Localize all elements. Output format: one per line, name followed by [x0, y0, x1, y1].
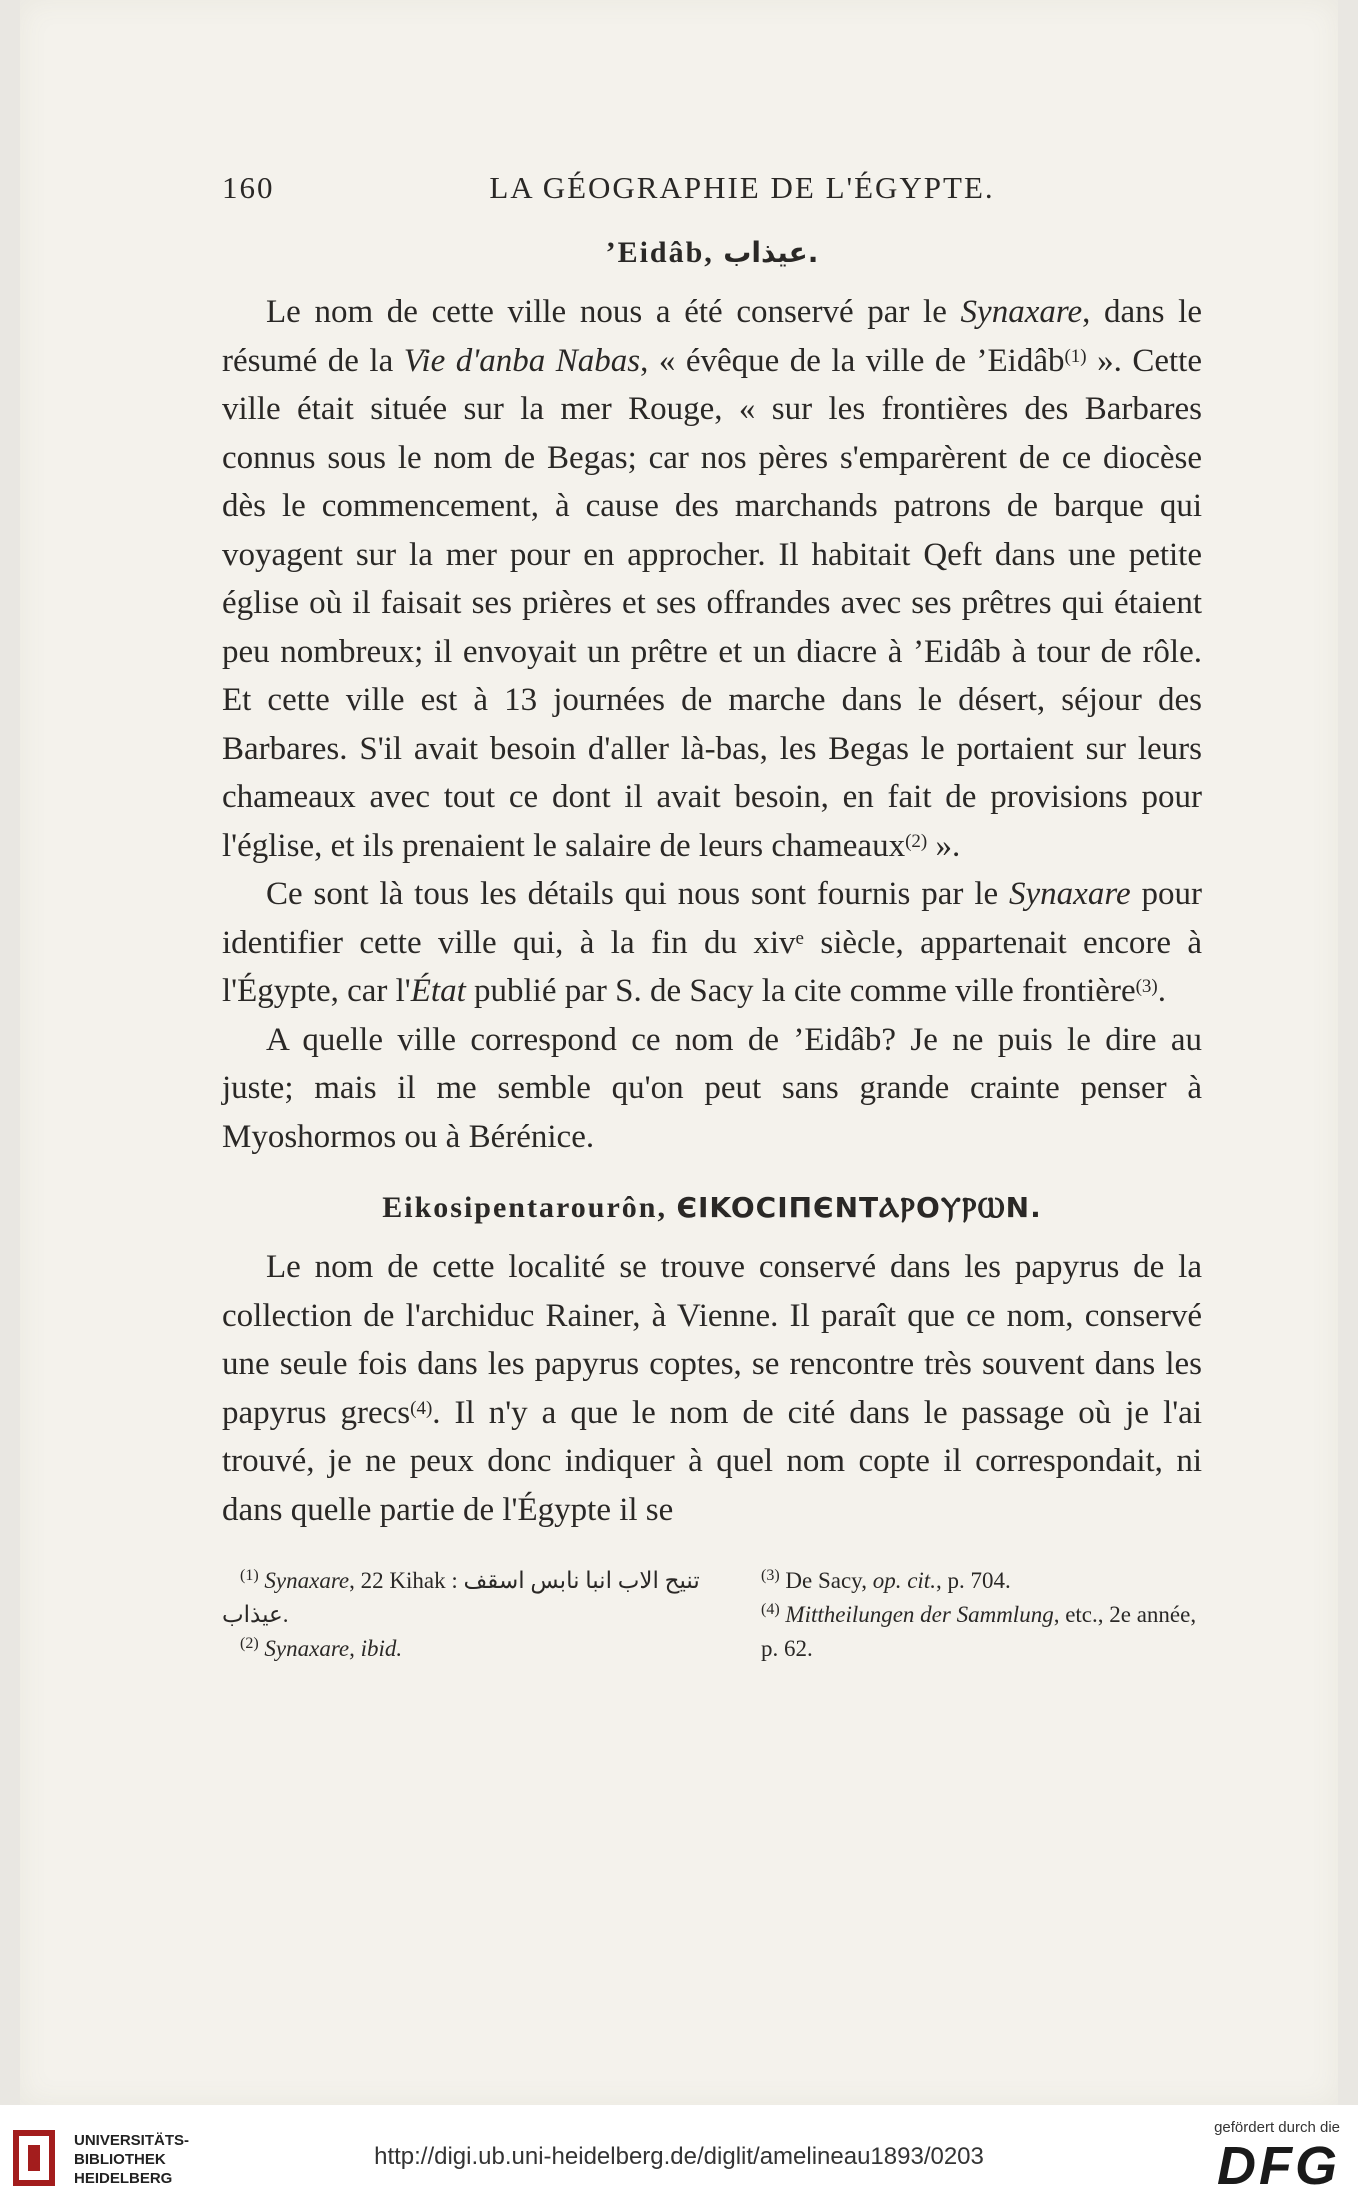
footnotes-right	[761, 1564, 1202, 1666]
note-reference: (4)	[410, 1397, 433, 1419]
text-run: , dans le résumé de la	[222, 294, 1202, 379]
text-run: De Sacy,	[785, 1568, 873, 1593]
running-title: LA GÉOGRAPHIE DE L'ÉGYPTE.	[489, 170, 995, 205]
paragraph	[222, 1243, 1202, 1534]
heading-latin: Eikosipentarourôn,	[382, 1191, 667, 1224]
footnote-text	[264, 1636, 402, 1661]
text-run: , « évêque de la ville de ’Eidâb	[640, 342, 1065, 379]
section-heading-eidab	[222, 230, 1202, 276]
page-number: 160	[222, 170, 275, 205]
text-run: Ce sont là tous les détails qui nous sont fournis par le	[266, 876, 1010, 912]
footnote-text	[785, 1568, 1010, 1593]
footnotes-left	[222, 1564, 712, 1666]
text-run: pour identifier cette ville qui, à la fin du xiv	[222, 876, 1202, 961]
text-run: , etc., 2e année, p. 62.	[761, 1602, 1197, 1661]
text-run: publié par S. de Sacy la cite comme ville frontière	[465, 973, 1136, 1009]
book-page	[20, 0, 1338, 2105]
note-reference: (3)	[1135, 976, 1158, 997]
note-reference: (1)	[1064, 345, 1087, 367]
footnote	[761, 1598, 1202, 1666]
text-run: . Il n'y a que le nom de cité dans le passage où je l'ai trouvé, je ne peux donc indiquer à quel nom copte il correspondait, ni dans quelle partie de l'Égypte il se	[222, 1394, 1202, 1528]
text-run: ».	[927, 827, 961, 864]
text-run: siècle, appartenait encore à l'Égypte, car l'	[222, 924, 1202, 1009]
dfg-logo-icon: DFG	[1217, 2136, 1340, 2196]
sponsor-logo[interactable]	[1190, 2119, 1340, 2204]
italic-text: Vie d'anba Nabas	[403, 342, 641, 379]
sponsor-caption: gefördert durch die	[1214, 2119, 1340, 2136]
footnote	[222, 1564, 712, 1632]
footnote	[222, 1632, 712, 1666]
footnote-text	[761, 1602, 1196, 1661]
paragraph	[222, 288, 1202, 870]
paragraph	[222, 870, 1202, 1016]
permalink-url[interactable]: http://digi.ub.uni-heidelberg.de/diglit/amelineau1893/0203	[374, 2143, 984, 2170]
footnote	[761, 1564, 1202, 1598]
italic-text: op. cit.	[872, 1568, 936, 1593]
footnote-number: (4)	[761, 1601, 780, 1618]
footnote-number: (1)	[240, 1567, 259, 1584]
italic-text: Synaxare	[264, 1568, 350, 1593]
library-line: BIBLIOTHEK	[74, 2151, 166, 2168]
text-run: .	[1157, 973, 1167, 1009]
italic-text: Mittheilungen der Sammlung	[785, 1602, 1054, 1627]
heading-latin: ’Eidâb,	[605, 236, 714, 269]
text-run: , p. 704.	[935, 1568, 1011, 1593]
section-heading-eikosipentarouron	[222, 1185, 1202, 1231]
running-head	[222, 170, 1202, 220]
text-run: Le nom de cette ville nous a été conservé par le	[266, 294, 961, 330]
italic-text: Synaxare, ibid.	[264, 1636, 403, 1661]
note-reference: e	[795, 927, 804, 949]
italic-text: Synaxare	[1009, 876, 1131, 912]
note-reference: (2)	[905, 830, 928, 852]
footnote-number: (3)	[761, 1567, 780, 1584]
paragraph	[222, 1016, 1202, 1162]
text-run: ». Cette ville était située sur la mer Rouge, « sur les frontières des Barbares connus sous le nom de Begas; car nos pères s'emparèrent de ce diocèse dès le commencement, à cause des marchands patrons de barque qui voyagent sur la mer pour en approcher. Il habitait Qeft dans une petite église où il faisait ses prières et ses offrandes avec ses prêtres qui étaient peu nombreux; il envoyait un prêtre et un diacre à ’Eidâb à tour de rôle. Et cette ville est à 13 journées de marche dans le désert, séjour des Barbares. S'il avait besoin d'aller là-bas, les Begas le portaient sur leurs chameaux avec tout ce dont il avait besoin, en fait de provisions pour l'église, et ils prenaient le salaire de leurs chameaux	[222, 342, 1202, 864]
text-run: A quelle ville correspond ce nom de ’Eidâb? Je ne puis le dire au juste; mais il me semble qu'on peut sans grande crainte penser à Myoshormos ou à Bérénice.	[222, 1021, 1202, 1155]
library-line: HEIDELBERG	[74, 2170, 173, 2187]
heading-arabic: عيذاب.	[723, 236, 819, 269]
italic-text: État	[410, 973, 466, 1009]
heading-coptic: ЄIKOCIПЄNTⲀⲢOⲨⲢⲰN.	[676, 1191, 1042, 1224]
text-run: Le nom de cette localité se trouve conservé dans les papyrus de la collection de l'archiduc Rainer, à Vienne. Il paraît que ce nom, conservé une seule fois dans les papyrus coptes, se rencontre très souvent dans les papyrus grecs	[222, 1249, 1202, 1431]
footnote-text	[222, 1568, 700, 1627]
library-line: UNIVERSITÄTS-	[74, 2132, 190, 2149]
page-content	[222, 170, 1202, 1666]
text-run: , 22 Kihak : تنيح الاب انبا نابس اسقف عيذاب.	[222, 1568, 700, 1627]
footnote-number: (2)	[240, 1635, 259, 1652]
footnotes	[222, 1564, 1202, 1666]
viewer-footer	[0, 2105, 1358, 2212]
italic-text: Synaxare	[960, 294, 1083, 330]
